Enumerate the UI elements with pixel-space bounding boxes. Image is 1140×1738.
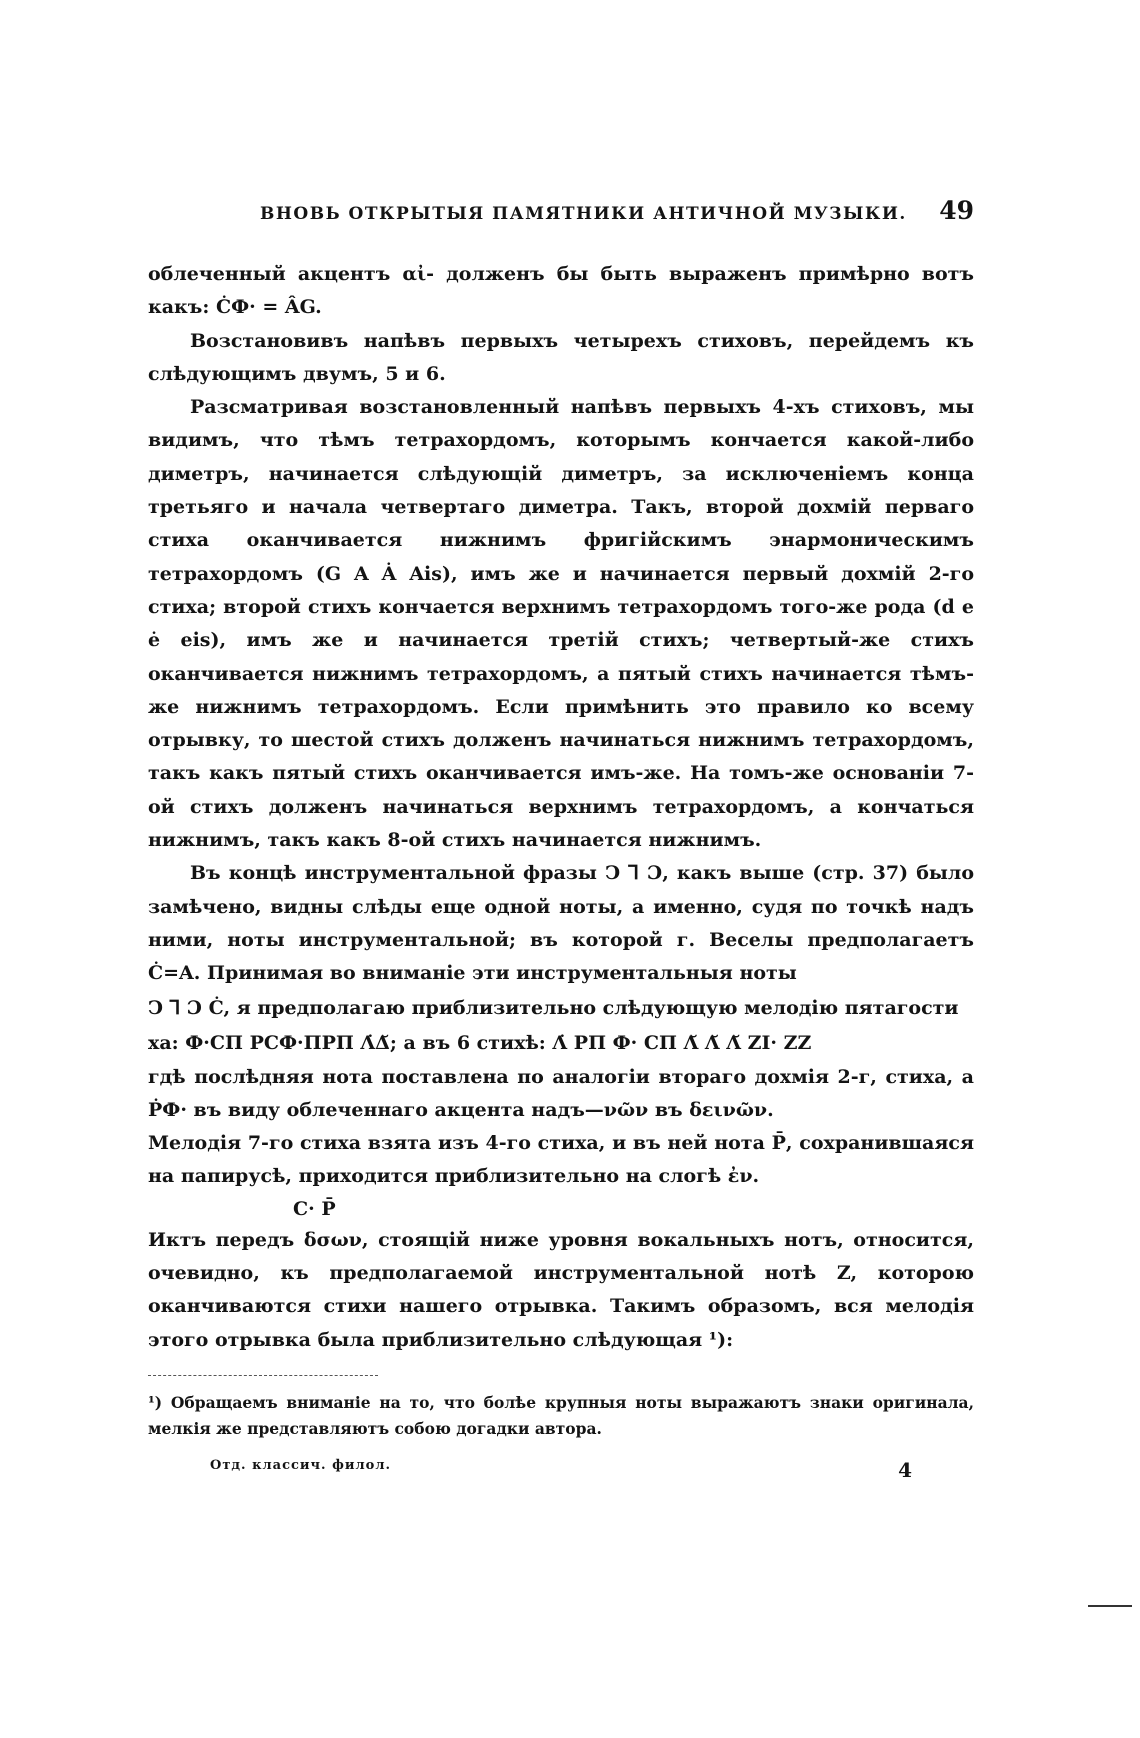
edge-mark xyxy=(1088,1605,1132,1607)
notation-line-2: ха: Ф·СП РСФ·ПРП Λ̇Δ̆; а въ 6 стихѣ: Λ̇ РП Ф· СП Λ̆ Λ̆ Λ̆ ZI· ZZ xyxy=(148,1031,812,1054)
paragraph-ictus: Иктъ передъ δσων, стоящій ниже уровня вокальныхъ нотъ, относится, очевидно, къ предполагаемой инструментальной нотѣ Z, которою оканчиваются стихи нашего отрывка. Такимъ образомъ, вся мелодія этого отрывка была приблизительно слѣдующая ¹): xyxy=(148,1228,974,1351)
page-header xyxy=(148,196,974,240)
signature-mark: Отд. классич. филол. xyxy=(210,1457,392,1473)
notation-small: С· Р̄ xyxy=(293,1197,336,1220)
paragraph-seventh-verse: Мелодія 7-го стиха взята изъ 4-го стиха, и въ ней нота Р̄, сохранившаяся на папирусѣ, приходится приблизительно на слогѣ ἐν. xyxy=(148,1132,974,1188)
page-footer xyxy=(148,1458,974,1482)
notation-line-1: Ↄ ꓶ Ɔ Ċ, я предполагаю приблизительно слѣдующую мелодію пятагости xyxy=(148,996,959,1019)
running-head: ВНОВЬ ОТКРЫТЫЯ ПАМЯТНИКИ АНТИЧНОЙ МУЗЫКИ. xyxy=(260,204,907,224)
sheet-number: 4 xyxy=(898,1457,912,1482)
page-content xyxy=(148,196,974,1482)
paragraph-tetrachords: Разсматривая возстановленный напѣвъ первыхъ 4-хъ стиховъ, мы видимъ, что тѣмъ тетрахордомъ, которымъ кончается какой-либо диметръ, начинается слѣдующій диметръ, за исключеніемъ конца третьяго и начала четвертаго диметра. Такъ, второй дохмій перваго стиха оканчивается нижнимъ фригійскимъ энармоническимъ тетрахордомъ (G A Ȧ Ais), имъ же и начинается первый дохмій 2-го стиха; второй стихъ кончается верхнимъ тетрахордомъ того-же рода (d e ė eis), имъ же и начинается третій стихъ; четвертый-же стихъ оканчивается нижнимъ тетрахордомъ, а пятый стихъ начинается тѣмъ-же нижнимъ тетрахордомъ. Если примѣнить это правило ко всему отрывку, то шестой стихъ долженъ начинаться нижнимъ тетрахордомъ, такъ какъ пятый стихъ оканчивается имъ-же. На томъ-же основаніи 7-ой стихъ долженъ начинаться верхнимъ тетрахордомъ, а кончаться нижнимъ, такъ какъ 8-ой стихъ начинается нижнимъ. xyxy=(148,396,974,852)
paragraph-instrumental: Въ концѣ инструментальной фразы Ↄ ꓶ Ɔ, какъ выше (стр. 37) было замѣчено, видны слѣды еще одной ноты, а именно, судя по точкѣ надъ ними, ноты инструментальной; въ которой г. Веселы предполагаетъ Ċ=A. Принимая во вниманіе эти инструментальныя ноты xyxy=(148,862,974,985)
paragraph-analogy: гдѣ послѣдняя нота поставлена по аналогіи втораго дохмія 2-г, стиха, а ṖФ· въ виду облеченнаго акцента надъ—νῶν въ δεινῶν. xyxy=(148,1065,974,1121)
paragraph-accent: облеченный акцентъ αἰ- долженъ бы быть выраженъ примѣрно вотъ какъ: ĊФ· = ÂG. xyxy=(148,263,974,319)
page-number: 49 xyxy=(939,196,974,225)
footnote-divider xyxy=(148,1375,378,1376)
paragraph-restoration: Возстановивъ напѣвъ первыхъ четырехъ стиховъ, перейдемъ къ слѣдующимъ двумъ, 5 и 6. xyxy=(148,329,974,385)
footnote: ¹) Обращаемъ вниманіе на то, что болѣе крупныя ноты выражаютъ знаки оригинала, мелкія же представляютъ собою догадки автора. xyxy=(148,1392,974,1438)
